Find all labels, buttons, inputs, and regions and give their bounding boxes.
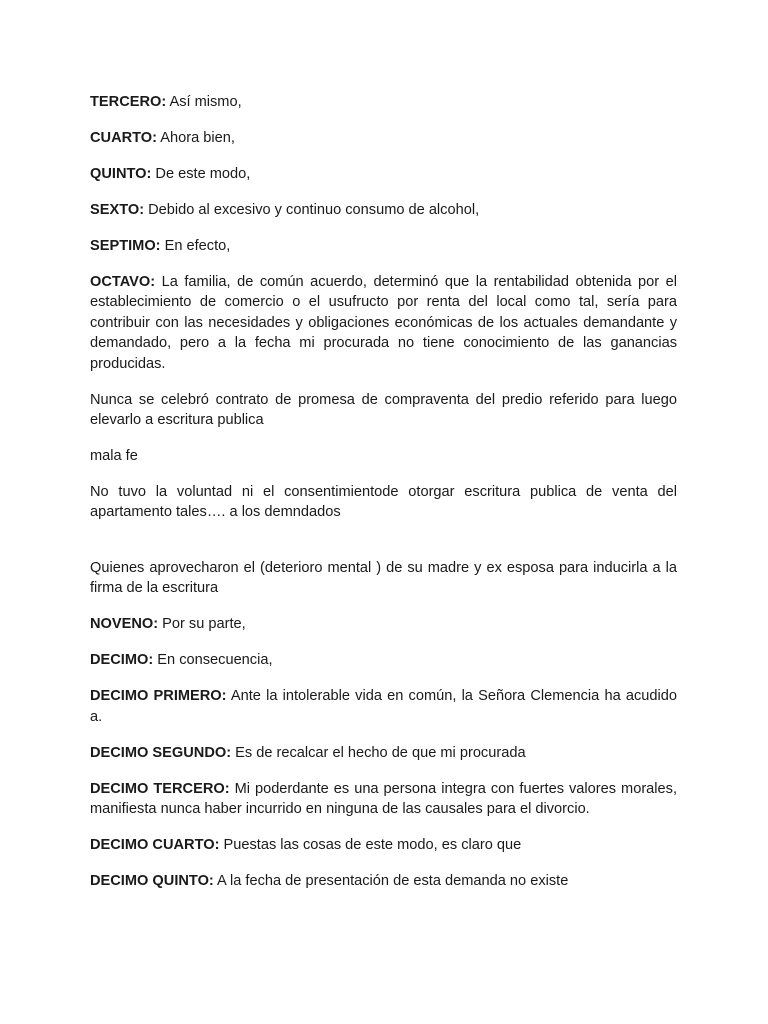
paragraph-label: SEPTIMO: bbox=[90, 238, 161, 254]
paragraph-label: TERCERO: bbox=[90, 94, 167, 110]
paragraph-text: Es de recalcar el hecho de que mi procurada bbox=[231, 744, 526, 761]
paragraph-decimo-primero bbox=[90, 686, 677, 727]
paragraph-decimo-tercero bbox=[90, 779, 677, 820]
paragraph-text: Ahora bien, bbox=[157, 130, 235, 146]
paragraph-decimo-cuarto bbox=[90, 835, 677, 855]
paragraph-label: DECIMO: bbox=[90, 652, 154, 669]
paragraph-quinto bbox=[90, 164, 677, 184]
paragraph-text: Debido al excesivo y continuo consumo de alcohol, bbox=[144, 202, 480, 218]
paragraph-label: DECIMO PRIMERO: bbox=[90, 688, 227, 705]
paragraph-label: OCTAVO: bbox=[90, 274, 156, 290]
paragraph-label: DECIMO QUINTO: bbox=[90, 873, 214, 890]
paragraph-text: Mi poderdante es una persona integra con fuertes valores morales, manifiesta nunca haber incurrido en ninguna de las causales para el divorcio. bbox=[90, 780, 678, 818]
paragraph-text: La familia, de común acuerdo, determinó que la rentabilidad obtenida por el establecimiento de comercio o el usufructo por renta del local como tal, sería para contribuir con las necesidades y obligaciones económicas de los actuales demandante y demandado, pero a la fecha mi procurada no tiene conocimiento de las ganancias producidas. bbox=[90, 274, 677, 372]
paragraph-label: SEXTO: bbox=[90, 202, 145, 218]
paragraph-cuarto bbox=[90, 128, 677, 148]
paragraph-text: Por su parte, bbox=[158, 616, 246, 633]
paragraph-decimo-segundo bbox=[90, 743, 677, 763]
paragraph-label: QUINTO: bbox=[90, 166, 152, 182]
paragraph-text: mala fe bbox=[90, 448, 138, 465]
paragraph-decimo-quinto bbox=[90, 871, 677, 891]
paragraph-text: De este modo, bbox=[151, 166, 251, 182]
paragraph-label: NOVENO: bbox=[90, 616, 159, 633]
paragraph-text: En efecto, bbox=[160, 238, 231, 254]
paragraph-text: Quienes aprovecharon el (deterioro mental ) de su madre y ex esposa para inducirla a la firma de la escritura bbox=[90, 559, 677, 597]
paragraph-label: DECIMO TERCERO: bbox=[90, 780, 230, 797]
paragraph-septimo bbox=[90, 236, 677, 256]
paragraph-text: Ante la intolerable vida en común, la Señora Clemencia ha acudido a. bbox=[90, 688, 677, 725]
paragraph-sexto bbox=[90, 200, 677, 220]
paragraph-text: En consecuencia, bbox=[153, 652, 273, 669]
document-page bbox=[90, 92, 677, 907]
paragraph-label: DECIMO SEGUNDO: bbox=[90, 744, 232, 761]
paragraph-decimo bbox=[90, 650, 677, 670]
paragraph-text: No tuvo la voluntad ni el consentimientode otorgar escritura publica de venta del apartamento tales…. a los demndados bbox=[90, 484, 677, 521]
paragraph-label: CUARTO: bbox=[90, 130, 158, 146]
paragraph-text: Nunca se celebró contrato de promesa de compraventa del predio referido para luego elevarlo a escritura publica bbox=[90, 391, 677, 429]
paragraph-octavo bbox=[90, 272, 677, 374]
paragraph-noveno bbox=[90, 614, 677, 634]
paragraph-text: A la fecha de presentación de esta demanda no existe bbox=[213, 873, 569, 890]
paragraph-quienes bbox=[90, 558, 677, 599]
paragraph-no-tuvo bbox=[90, 482, 677, 523]
paragraph-text: Puestas las cosas de este modo, es claro que bbox=[219, 837, 522, 854]
paragraph-label: DECIMO CUARTO: bbox=[90, 837, 220, 854]
paragraph-nunca bbox=[90, 390, 677, 431]
paragraph-tercero bbox=[90, 92, 677, 112]
paragraph-mala-fe bbox=[90, 446, 677, 466]
paragraph-text: Así mismo, bbox=[166, 94, 242, 110]
